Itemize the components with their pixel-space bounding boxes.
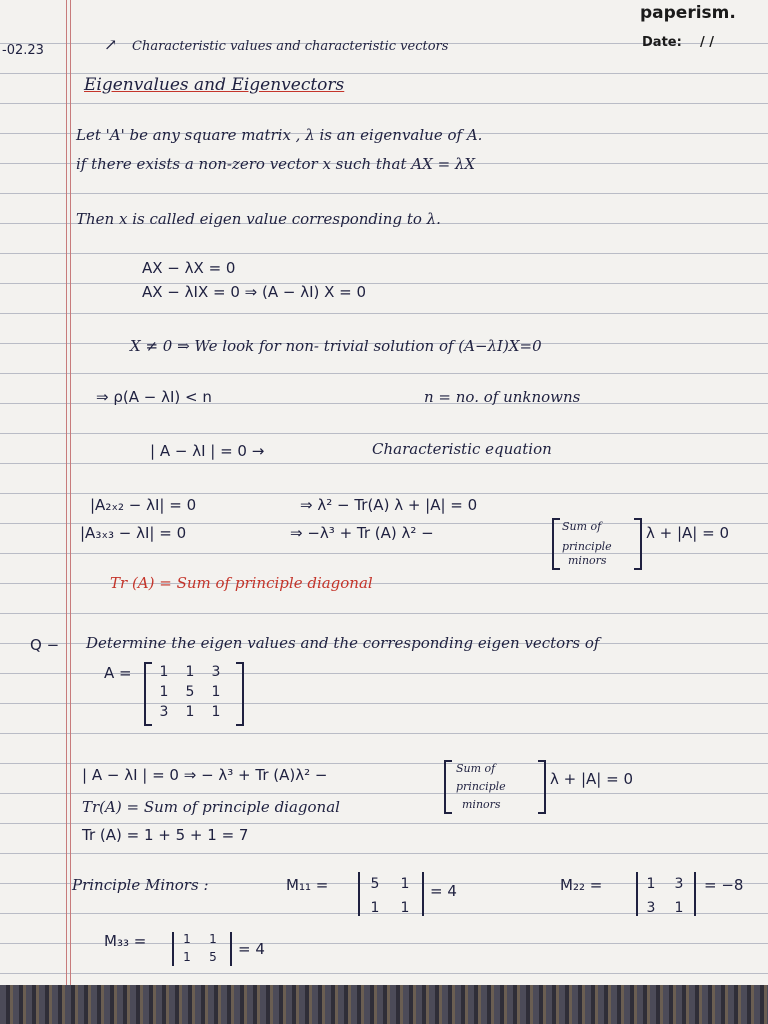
m33-label: M₃₃ = [104, 932, 147, 950]
background-cloth [0, 985, 768, 1024]
matrix-a-bracket-right [236, 662, 244, 726]
margin-line [66, 0, 67, 985]
brace-right [634, 518, 642, 570]
char-equation-lhs: | A − λI | = 0 → [150, 442, 265, 460]
m33-value: = 4 [238, 940, 265, 958]
m33-cell: 1 [183, 950, 191, 964]
m22-cell: 1 [646, 876, 656, 892]
sol-principle: principle [456, 780, 506, 793]
eq-2x2-lhs: |A₂ₓ₂ − λI| = 0 [90, 496, 197, 514]
m11-cell: 1 [400, 900, 410, 916]
principle-label: principle [562, 540, 612, 553]
m33-cell: 1 [183, 932, 191, 946]
topic-arrow: ↗ [104, 35, 118, 54]
sum-of-label: Sum of [562, 520, 602, 533]
m22-det-right [694, 872, 696, 916]
page-date: -02.23 [2, 43, 44, 58]
m33-cell: 1 [209, 932, 217, 946]
eq-3x3-tail: λ + |A| = 0 [646, 524, 729, 542]
m11-cell: 1 [370, 900, 380, 916]
nontrivial-line: X ≠ 0 ⇒ We look for non- trivial solution of (A−λI)X=0 [130, 337, 542, 355]
question-text: Determine the eigen values and the corresponding eigen vectors of [86, 634, 600, 652]
matrix-a-label: A = [104, 664, 132, 682]
matrix-a-cell: 1 [211, 684, 221, 700]
m11-det-left [358, 872, 360, 916]
m11-value: = 4 [430, 882, 457, 900]
brace-left [552, 518, 560, 570]
sol-minors: minors [462, 798, 501, 811]
matrix-a-cell: 3 [159, 704, 169, 720]
brand-logo: paperism. [640, 3, 736, 23]
m22-det-left [636, 872, 638, 916]
page-title: Eigenvalues and Eigenvectors [84, 75, 345, 95]
matrix-a-cell: 3 [211, 664, 221, 680]
solution-tail: λ + |A| = 0 [550, 770, 633, 788]
m22-cell: 1 [674, 900, 684, 916]
solution-equation: | A − λI | = 0 ⇒ − λ³ + Tr (A)λ² − [82, 766, 328, 784]
equation-2: AX − λIX = 0 ⇒ (A − λI) X = 0 [142, 283, 367, 301]
principle-minors-label: Principle Minors : [72, 876, 209, 894]
matrix-a-cell: 1 [185, 704, 195, 720]
m11-det-right [422, 872, 424, 916]
eq-3x3-lhs: |A₃ₓ₃ − λI| = 0 [80, 524, 187, 542]
matrix-a-cell: 1 [185, 664, 195, 680]
definition-line-1: Let 'A' be any square matrix , λ is an eigenvalue of A. [76, 126, 483, 144]
margin-line-inner [70, 0, 71, 985]
m33-det-right [230, 932, 232, 966]
unknowns-note: n = no. of unknowns [424, 388, 581, 406]
m11-label: M₁₁ = [286, 876, 329, 894]
sol-brace-right [538, 760, 546, 814]
m22-label: M₂₂ = [560, 876, 603, 894]
definition-line-3: Then x is called eigen value corresponding to λ. [76, 210, 441, 228]
eq-3x3-rhs: ⇒ −λ³ + Tr (A) λ² − [290, 524, 434, 542]
rank-condition: ⇒ ρ(A − λI) < n [96, 388, 212, 406]
matrix-a-cell: 1 [211, 704, 221, 720]
m22-cell: 3 [674, 876, 684, 892]
m22-value: = −8 [704, 876, 744, 894]
minors-label: minors [568, 554, 607, 567]
matrix-a-bracket-left [144, 662, 152, 726]
topic-heading: Characteristic values and characteristic vectors [132, 39, 449, 54]
equation-1: AX − λX = 0 [142, 259, 236, 277]
date-label: Date: [642, 35, 682, 50]
date-value: / / [700, 35, 715, 50]
matrix-a-cell: 1 [159, 684, 169, 700]
trace-definition: Tr (A) = Sum of principle diagonal [110, 574, 373, 592]
m11-cell: 1 [400, 876, 410, 892]
trace-value: Tr (A) = 1 + 5 + 1 = 7 [82, 826, 249, 844]
m11-cell: 5 [370, 876, 380, 892]
m22-cell: 3 [646, 900, 656, 916]
eq-2x2-rhs: ⇒ λ² − Tr(A) λ + |A| = 0 [300, 496, 478, 514]
m33-cell: 5 [209, 950, 217, 964]
trace-definition-2: Tr(A) = Sum of principle diagonal [82, 798, 340, 816]
question-label: Q − [30, 636, 60, 654]
sol-brace-left [444, 760, 452, 814]
matrix-a-cell: 5 [185, 684, 195, 700]
m33-det-left [172, 932, 174, 966]
sol-sum-of: Sum of [456, 762, 496, 775]
matrix-a-cell: 1 [159, 664, 169, 680]
char-equation-label: Characteristic equation [372, 440, 552, 458]
definition-line-2: if there exists a non-zero vector x such that AX = λX [76, 155, 476, 173]
